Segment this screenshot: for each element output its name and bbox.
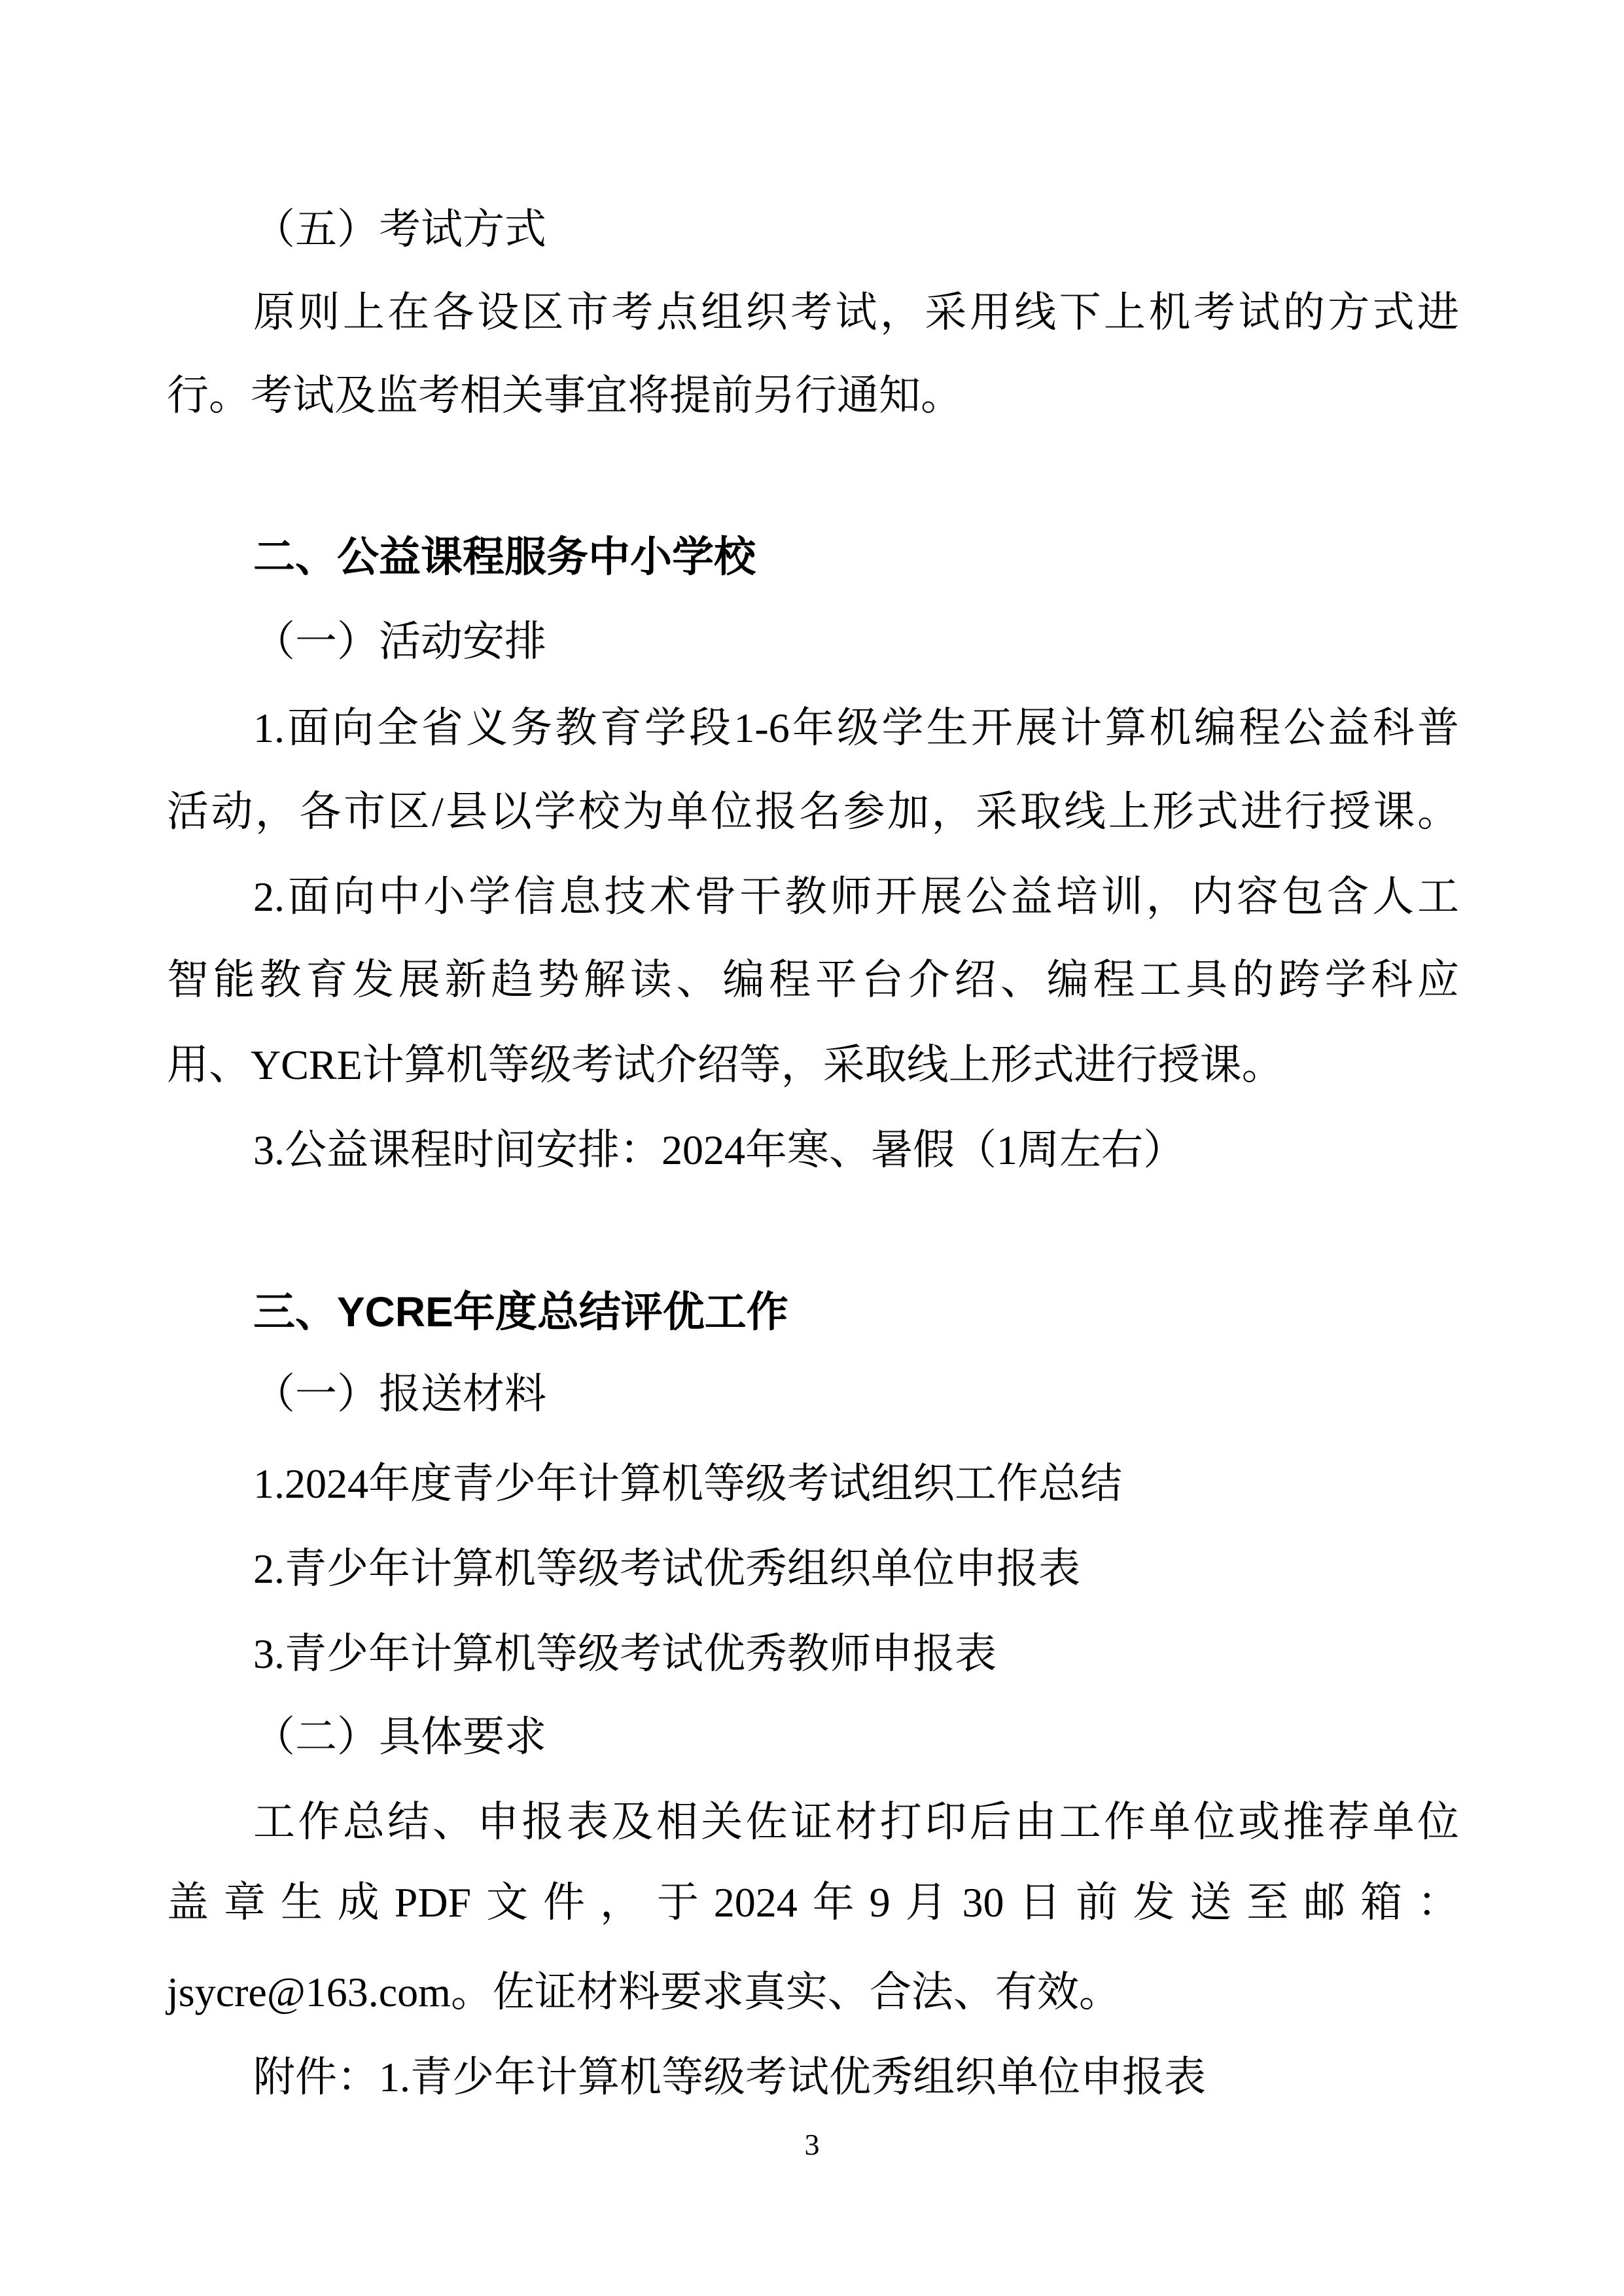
activity-item-2-line-3: 用、YCRE计算机等级考试介绍等，采取线上形式进行授课。 [167, 1042, 1284, 1088]
para-exam-line-2: 行。考试及监考相关事宜将提前另行通知。 [167, 372, 962, 419]
activity-item-2-line-1: 2.面向中小学信息技术骨干教师开展公益培训，内容包含人工 [253, 874, 1459, 920]
section-3-heading: 三、YCRE年度总结评优工作 [253, 1288, 788, 1335]
activity-item-1-line-1: 1.面向全省义务教育学段1-6年级学生开展计算机编程公益科普 [253, 705, 1459, 751]
activity-item-3-schedule: 3.公益课程时间安排：2024年寒、暑假（1周左右） [253, 1127, 1185, 1173]
sub-heading-specific-requirements: （二）具体要求 [253, 1714, 546, 1760]
activity-item-1-line-2: 活动，各市区/县以学校为单位报名参加，采取线上形式进行授课。 [167, 788, 1459, 835]
para-exam-line-1: 原则上在各设区市考点组织考试，采用线下上机考试的方式进 [253, 289, 1459, 336]
requirements-line-3-email: jsycre@163.com。佐证材料要求真实、合法、有效。 [167, 1969, 1121, 2015]
sub-heading-5-exam-method: （五）考试方式 [253, 206, 546, 253]
material-item-2: 2.青少年计算机等级考试优秀组织单位申报表 [253, 1545, 1080, 1592]
activity-item-2-line-2: 智能教育发展新趋势解读、编程平台介绍、编程工具的跨学科应 [167, 957, 1459, 1003]
material-item-1: 1.2024年度青少年计算机等级考试组织工作总结 [253, 1460, 1122, 1507]
sub-heading-activity-arrangement: （一）活动安排 [253, 618, 546, 665]
sub-heading-submission-materials: （一）报送材料 [253, 1371, 546, 1417]
attachment-line: 附件：1.青少年计算机等级考试优秀组织单位申报表 [253, 2054, 1206, 2100]
page-number: 3 [804, 2128, 820, 2161]
requirements-line-1: 工作总结、申报表及相关佐证材打印后由工作单位或推荐单位 [253, 1799, 1459, 1845]
requirements-line-2: 盖章生成PDF文件，于2024年9月30日前发送至邮箱： [167, 1879, 1459, 1926]
material-item-3: 3.青少年计算机等级考试优秀教师申报表 [253, 1631, 997, 1677]
section-2-heading: 二、公益课程服务中小学校 [253, 533, 756, 580]
